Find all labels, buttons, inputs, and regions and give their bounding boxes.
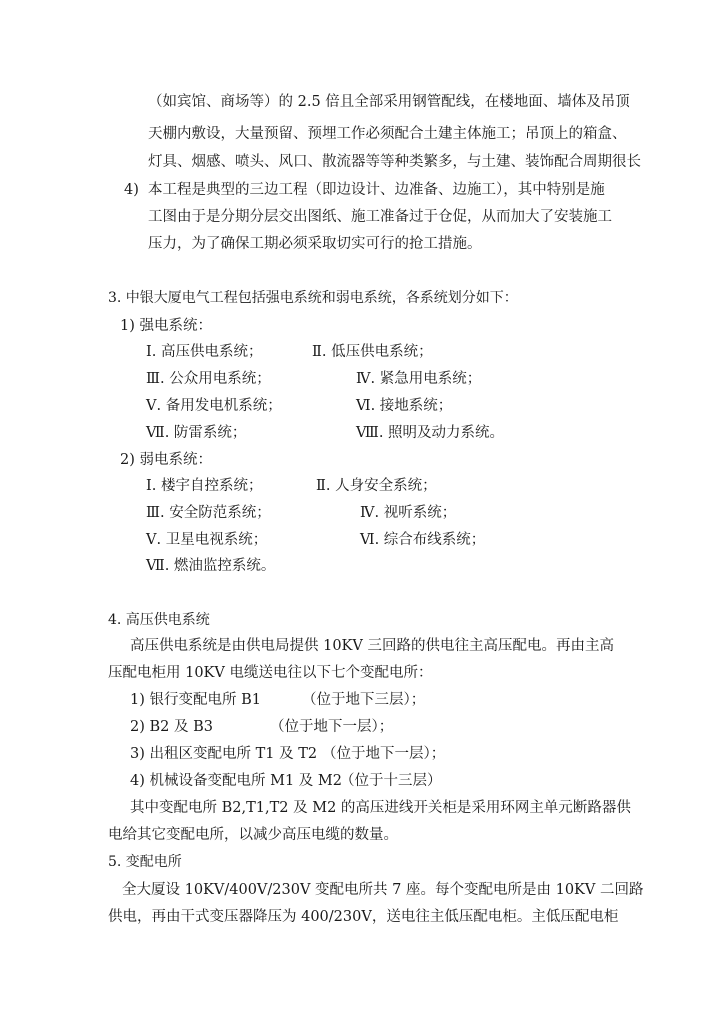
paragraph-line: 全大厦设 10KV/400V/230V 变配电所共 7 座。每个变配电所是由 10KV 二回路: [122, 882, 644, 898]
paragraph-line: 电给其它变配电所，以减少高压电缆的数量。: [108, 827, 398, 843]
system-item: Ⅳ. 视听系统；: [360, 505, 457, 521]
system-item: Ⅶ. 燃油监控系统。: [146, 558, 276, 574]
paragraph-line: 其中变配电所 B2,T1,T2 及 M2 的高压进线开关柜是采用环网主单元断路器供: [130, 800, 631, 816]
section-heading: 3. 中银大厦电气工程包括强电系统和弱电系统，各系统划分如下：: [108, 290, 518, 306]
section-heading: 4. 高压供电系统: [108, 612, 210, 628]
paragraph-line: （如宾馆、商场等）的 2.5 倍且全部采用钢管配线，在楼地面、墙体及吊顶: [148, 94, 630, 110]
system-item: Ⅴ. 备用发电机系统；: [146, 398, 282, 414]
section-heading: 5. 变配电所: [108, 854, 182, 870]
subsection-label: 2) 弱电系统：: [120, 452, 212, 468]
paragraph-line: 高压供电系统是由供电局提供 10KV 三回路的供电往主高压配电。再由主高: [130, 638, 614, 654]
system-item: Ⅰ. 楼宇自控系统；: [146, 478, 263, 494]
substation-location: （位于地下一层）；: [322, 746, 446, 762]
substation-location: （位于十三层）: [340, 773, 442, 789]
paragraph-line: 工图由于是分期分层交出图纸、施工准备过于仓促，从而加大了安装施工: [148, 209, 612, 225]
substation-location: （位于地下三层）；: [302, 692, 426, 708]
system-item: Ⅱ. 低压供电系统；: [312, 344, 433, 360]
substation-name: 4) 机械设备变配电所 M1 及 M2: [130, 773, 342, 789]
substation-name: 1) 银行变配电所 B1: [130, 692, 261, 708]
subsection-label: 1) 强电系统：: [120, 318, 212, 334]
list-number: 4): [124, 182, 139, 198]
paragraph-line: 压力，为了确保工期必须采取切实可行的抢工措施。: [148, 236, 482, 252]
system-item: Ⅳ. 紧急用电系统；: [356, 371, 482, 387]
paragraph-line: 本工程是典型的三边工程（即边设计、边准备、边施工），其中特别是施: [148, 182, 605, 198]
system-item: Ⅷ. 照明及动力系统。: [356, 425, 505, 441]
paragraph-line: 灯具、烟感、喷头、风口、散流器等等种类繁多，与土建、装饰配合周期很长: [148, 154, 641, 170]
system-item: Ⅲ. 公众用电系统；: [146, 371, 271, 387]
system-item: Ⅴ. 卫星电视系统；: [146, 532, 268, 548]
paragraph-line: 天棚内敷设，大量预留、预埋工作必须配合土建主体施工；吊顶上的箱盒、: [148, 126, 627, 142]
substation-location: （位于地下一层）；: [270, 719, 394, 735]
substation-name: 3) 出租区变配电所 T1 及 T2: [130, 746, 318, 762]
system-item: Ⅵ. 接地系统；: [356, 398, 453, 414]
system-item: Ⅲ. 安全防范系统；: [146, 505, 271, 521]
paragraph-line: 压配电柜用 10KV 电缆送电往以下七个变配电所：: [108, 665, 433, 681]
paragraph-line: 供电，再由干式变压器降压为 400/230V，送电往主低压配电柜。主低压配电柜: [108, 909, 619, 925]
system-item: Ⅰ. 高压供电系统；: [146, 344, 263, 360]
system-item: Ⅵ. 综合布线系统；: [360, 532, 486, 548]
system-item: Ⅶ. 防雷系统；: [146, 425, 247, 441]
substation-name: 2) B2 及 B3: [130, 719, 213, 735]
system-item: Ⅱ. 人身安全系统；: [316, 478, 437, 494]
